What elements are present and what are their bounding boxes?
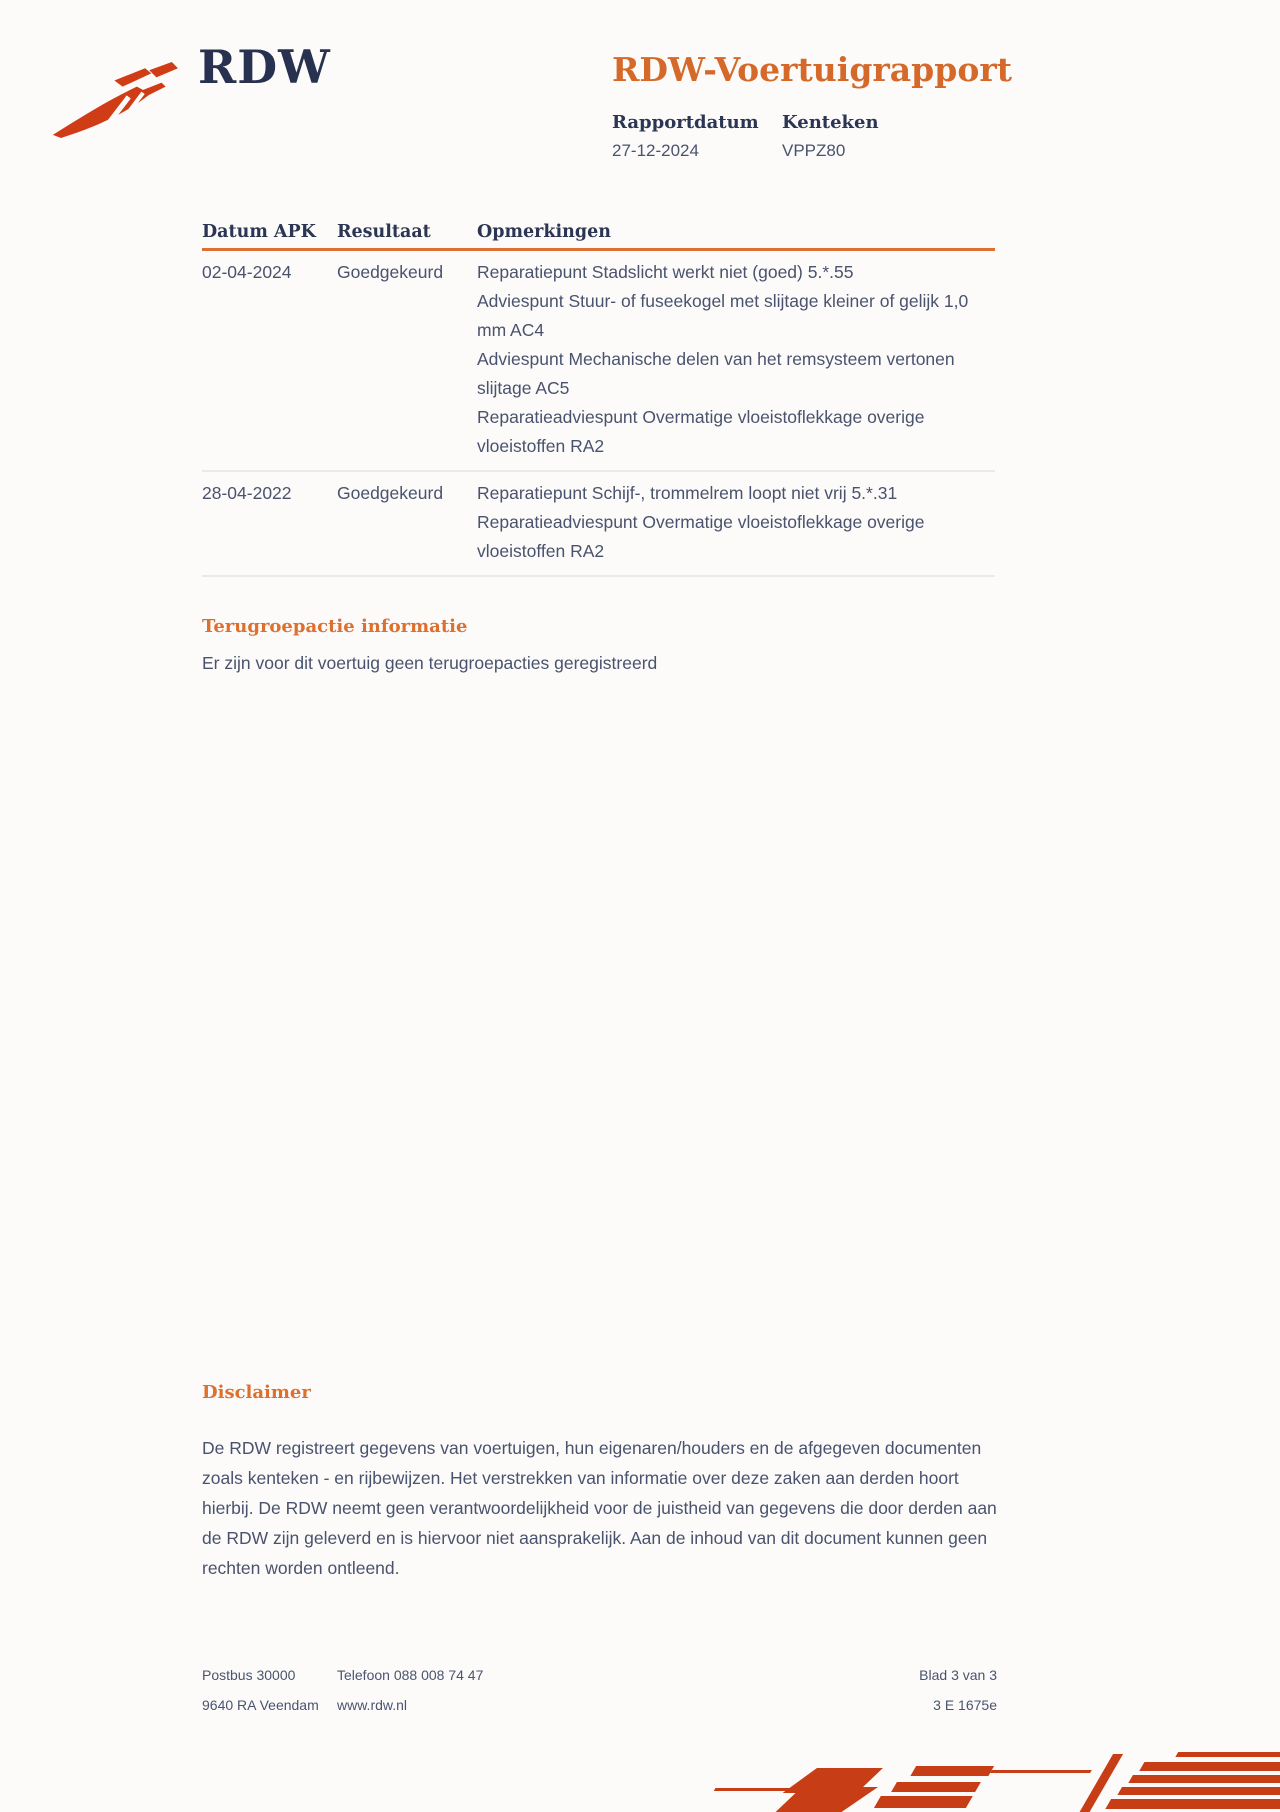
report-date-label: Rapportdatum — [612, 112, 759, 133]
table-row — [202, 251, 995, 472]
footer-city: 9640 RA Veendam — [202, 1697, 319, 1713]
apk-result: Goedgekeurd — [337, 483, 444, 503]
table-header-row — [202, 222, 995, 251]
report-date-block — [612, 112, 782, 161]
column-header-date: Datum APK — [202, 222, 316, 242]
footer-postbus: Postbus 30000 — [202, 1667, 296, 1683]
apk-remarks — [477, 479, 982, 566]
remark-line: Reparatieadviespunt Overmatige vloeistoflekkage overige vloeistoffen RA2 — [477, 407, 925, 456]
recall-section — [202, 616, 657, 674]
recall-body: Er zijn voor dit voertuig geen terugroepacties geregistreerd — [202, 653, 658, 673]
disclaimer-heading: Disclaimer — [202, 1382, 311, 1403]
rdw-stripes-graphic-icon — [640, 1742, 1280, 1812]
footer-form-code: 3 E 1675e — [933, 1697, 997, 1713]
remark-line: Reparatieadviespunt Overmatige vloeistoflekkage overige vloeistoffen RA2 — [477, 512, 925, 561]
license-plate-label: Kenteken — [782, 112, 879, 133]
disclaimer-body: De RDW registreert gegevens van voertuigen, hun eigenaren/houders en de afgegeven documenten zoals kenteken - en rijbewijzen. Het verstrekken van informatie over deze zaken aan derden hoort hierbij. De RDW neemt geen verantwoordelijkheid voor de juistheid van gegevens die door derden aan de RDW zijn geleverd en is hiervoor niet aansprakelijk. Aan de inhoud van dit document kunnen geen rechten worden ontleend. — [202, 1438, 997, 1578]
apk-history-table — [202, 222, 995, 577]
license-plate-block — [782, 112, 952, 161]
footer-page-info — [919, 1660, 997, 1720]
column-header-remarks: Opmerkingen — [477, 222, 611, 242]
license-plate-value: VPPZ80 — [782, 141, 846, 160]
footer-page-indicator: Blad 3 van 3 — [919, 1667, 997, 1683]
remark-line: Adviespunt Mechanische delen van het remsysteem vertonen slijtage AC5 — [477, 349, 955, 398]
report-meta — [612, 112, 952, 161]
remark-line: Reparatiepunt Schijf-, trommelrem loopt niet vrij 5.*.31 — [477, 483, 898, 503]
apk-result: Goedgekeurd — [337, 262, 444, 282]
table-row — [202, 472, 995, 577]
remark-line: Adviespunt Stuur- of fuseekogel met slijtage kleiner of gelijk 1,0 mm AC4 — [477, 291, 969, 340]
apk-date: 02-04-2024 — [202, 262, 292, 282]
rdw-wing-logo-icon — [50, 60, 190, 140]
column-header-result: Resultaat — [337, 222, 431, 242]
page-title: RDW-Voertuigrapport — [612, 50, 1012, 89]
footer-website: www.rdw.nl — [337, 1697, 408, 1713]
footer-phone: Telefoon 088 008 74 47 — [337, 1667, 484, 1683]
footer-contact — [337, 1660, 483, 1720]
rdw-logo-text: RDW — [198, 40, 331, 94]
report-date-value: 27-12-2024 — [612, 141, 699, 160]
footer-address — [202, 1660, 319, 1720]
recall-heading: Terugroepactie informatie — [202, 616, 468, 637]
apk-date: 28-04-2022 — [202, 483, 292, 503]
apk-remarks — [477, 258, 982, 461]
disclaimer-section — [202, 1382, 1012, 1583]
remark-line: Reparatiepunt Stadslicht werkt niet (goed) 5.*.55 — [477, 262, 854, 282]
